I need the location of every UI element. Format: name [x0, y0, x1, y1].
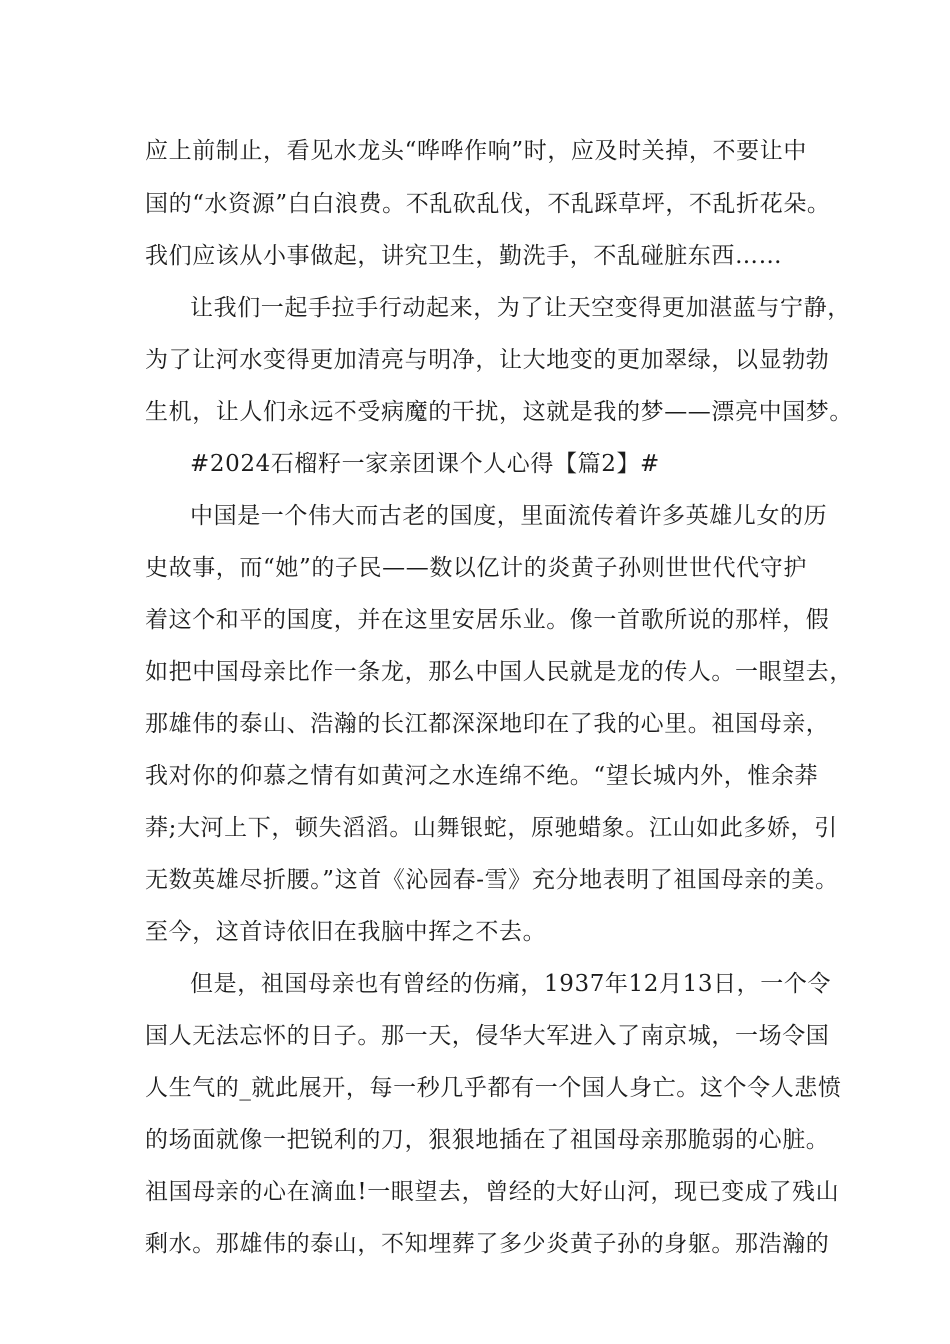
text-line: 史故事，而“她”的子民——数以亿计的炎黄子孙则世世代代守护 [145, 555, 807, 581]
text-line: 国的“水资源”白白浪费。不乱砍乱伐，不乱踩草坪，不乱折花朵。 [145, 191, 831, 217]
section-heading: #2024石榴籽一家亲团课个人心得【篇2】# [190, 451, 660, 477]
text-line: 我对你的仰慕之情有如黄河之水连绵不绝。“望长城内外，惟余莽 [145, 763, 819, 789]
paragraph-first-line: 但是，祖国母亲也有曾经的伤痛，1937年12月13日，一个令 [190, 971, 832, 997]
paragraph-first-line: 让我们一起手拉手行动起来，为了让天空变得更加湛蓝与宁静， [190, 295, 851, 321]
text-line: 我们应该从小事做起，讲究卫生，勤洗手，不乱碰脏东西…… [145, 243, 783, 269]
text-line: 祖国母亲的心在滴血!一眼望去，曾经的大好山河，现已变成了残山 [145, 1179, 840, 1205]
text-line: 无数英雄尽折腰。”这首《沁园春-雪》充分地表明了祖国母亲的美。 [145, 867, 839, 893]
paragraph-first-line: 中国是一个伟大而古老的国度，里面流传着许多英雄儿女的历 [190, 503, 828, 529]
text-line: 生机，让人们永远不受病魔的干扰，这就是我的梦——漂亮中国梦。 [145, 399, 853, 425]
text-line: 应上前制止，看见水龙头“哗哗作响”时，应及时关掉，不要让中 [145, 138, 807, 164]
text-line: 国人无法忘怀的日子。那一天，侵华大军进入了南京城，一场令国 [145, 1023, 830, 1049]
text-line: 的场面就像一把锐利的刀，狠狠地插在了祖国母亲那脆弱的心脏。 [145, 1127, 830, 1153]
text-line: 剩水。那雄伟的泰山，不知埋葬了多少炎黄子孙的身躯。那浩瀚的 [145, 1231, 830, 1257]
text-line: 为了让河水变得更加清亮与明净，让大地变的更加翠绿，以显勃勃 [145, 347, 830, 373]
text-line: 人生气的_就此展开，每一秒几乎都有一个国人身亡。这个令人悲愤 [145, 1075, 842, 1101]
text-line: 如把中国母亲比作一条龙，那么中国人民就是龙的传人。一眼望去， [145, 659, 853, 685]
text-line: 着这个和平的国度，并在这里安居乐业。像一首歌所说的那样，假 [145, 607, 830, 633]
text-line: 那雄伟的泰山、浩瀚的长江都深深地印在了我的心里。祖国母亲， [145, 711, 830, 737]
text-line: 至今，这首诗依旧在我脑中挥之不去。 [145, 919, 547, 945]
text-line: 莽;大河上下，顿失滔滔。山舞银蛇，原驰蜡象。江山如此多娇，引 [145, 815, 838, 841]
